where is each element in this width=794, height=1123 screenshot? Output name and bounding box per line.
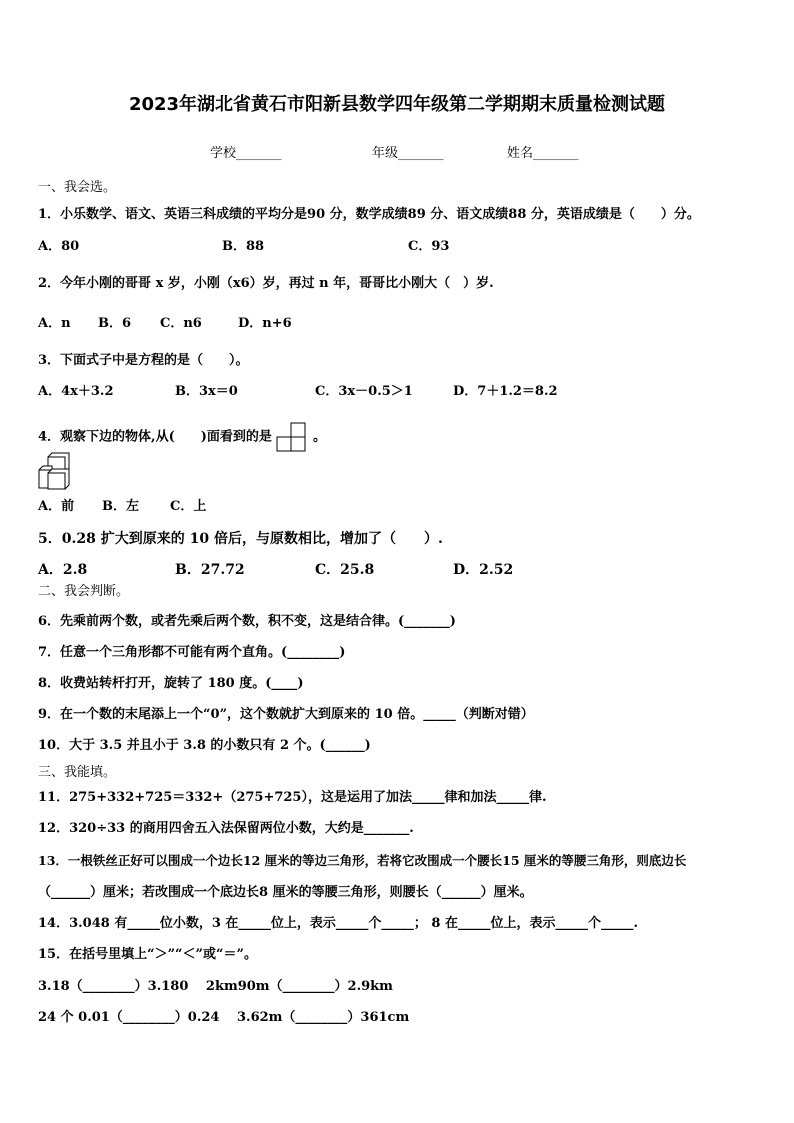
section-heading: 三、我能填。 [38,765,117,780]
name-field: 姓名_______ [507,146,579,161]
question-10: 10．大于 3.5 并且小于 3.8 的小数只有 2 个。(______) [38,738,371,753]
option-b: B．27.72 [175,562,245,578]
question-15-row-1: 3.18（________）3.180 2km90m（________）2.9km [38,979,393,994]
question-2: 2．今年小刚的哥哥 x 岁，小刚（x6）岁，再过 n 年，哥哥比小刚大（ ）岁. [38,276,494,291]
question-4-end: 。 [312,429,326,445]
cube-stack-figure [38,452,72,490]
option-a: A．4x＋3.2 [38,384,114,399]
option-d: D．n+6 [238,316,292,331]
question-14: 14．3.048 有_____位小数，3 在_____位上，表示_____个_____； 8 在_____位上，表示_____个_____. [38,916,639,931]
option-b: B．88 [222,239,265,254]
question-13-line-1: 13．一根铁丝正好可以围成一个边长12 厘米的等边三角形，若将它改围成一个腰长15 厘米的等腰三角形，则底边长 [38,853,687,868]
option-c: C．25.8 [315,562,375,578]
option-c: C．3x－0.5＞1 [315,384,413,399]
question-8: 8．收费站转杆打开，旋转了 180 度。(____) [38,676,304,691]
question-4 [38,422,326,452]
option-a: A．前 [38,499,75,514]
option-a: A．80 [38,239,80,254]
question-3: 3．下面式子中是方程的是（ ）。 [38,353,249,368]
question-5: 5．0.28 扩大到原来的 10 倍后，与原数相比，增加了（ ）. [38,531,443,547]
option-c: C．上 [170,499,207,514]
question-12: 12．320÷33 的商用四舍五入法保留两位小数，大约是_______. [38,821,414,836]
section-heading: 二、我会判断。 [38,584,130,599]
option-a: A．n [38,316,71,331]
option-b: B．左 [102,499,139,514]
option-c: C．n6 [160,316,202,331]
question-9: 9．在一个数的末尾添上一个“0”，这个数就扩大到原来的 10 倍。_____（判断对错） [38,707,534,722]
option-a: A．2.8 [38,562,88,578]
grade-field: 年级_______ [372,146,444,161]
option-b: B．6 [98,316,132,331]
section-heading: 一、我会选。 [38,180,117,195]
question-4-text: 4．观察下边的物体,从( )面看到的是 [38,429,272,445]
school-field: 学校_______ [210,146,282,161]
question-11: 11．275+332+725＝332+（275+725），这是运用了加法_____律和加法_____律. [38,790,547,805]
top-view-figure [276,422,308,452]
option-d: D．7＋1.2＝8.2 [453,384,558,399]
option-c: C．93 [408,239,450,254]
question-15: 15．在括号里填上“＞”“＜”或“＝”。 [38,947,257,962]
option-b: B．3x＝0 [175,384,238,399]
question-7: 7．任意一个三角形都不可能有两个直角。(________) [38,645,346,660]
question-15-row-2: 24 个 0.01（________）0.24 3.62m（________）361cm [38,1010,410,1025]
question-6: 6．先乘前两个数，或者先乘后两个数，积不变，这是结合律。(_______) [38,614,456,629]
question-1: 1．小乐数学、语文、英语三科成绩的平均分是90 分，数学成绩89 分、语文成绩88 分，英语成绩是（ ）分。 [38,207,700,222]
option-d: D．2.52 [453,562,514,578]
question-13-line-2: （______）厘米；若改围成一个底边长8 厘米的等腰三角形，则腰长（______）厘米。 [38,885,533,900]
page-title: 2023年湖北省黄石市阳新县数学四年级第二学期期末质量检测试题 [128,94,666,115]
